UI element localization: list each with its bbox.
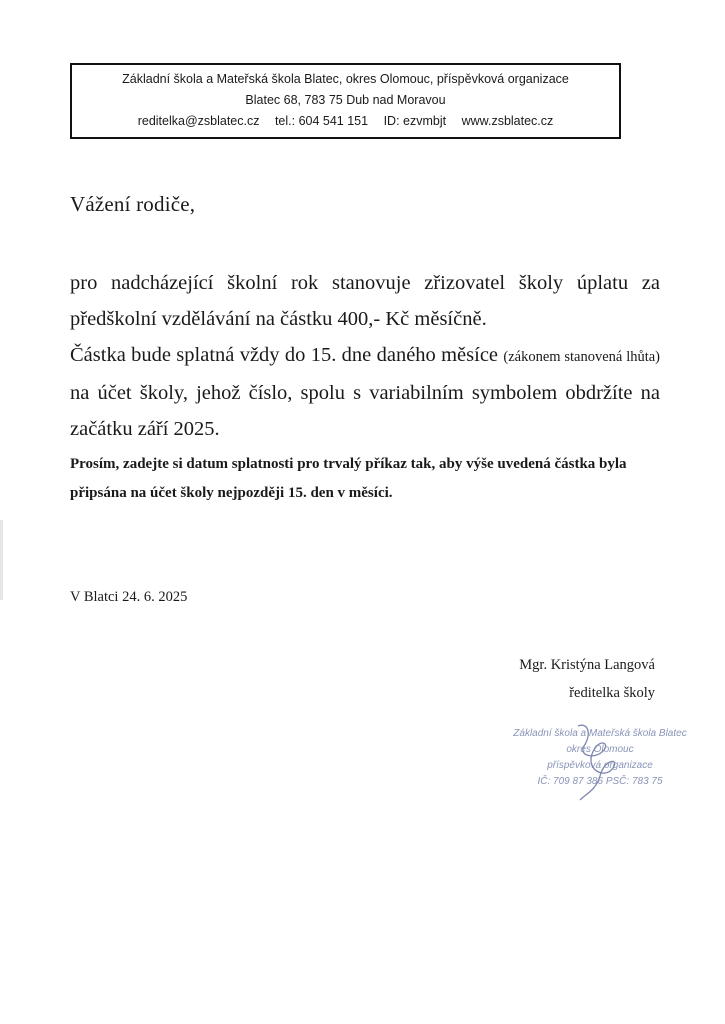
scan-edge-shadow [0, 520, 3, 600]
letter-greeting: Vážení rodiče, [70, 192, 196, 216]
school-address: Blatec 68, 783 75 Dub nad Moravou [245, 93, 446, 107]
stamp-line-3: příspěvková organizace [547, 760, 653, 771]
stamp-line-4: IČ: 709 87 386 PSČ: 783 75 [537, 776, 663, 787]
school-stamp [500, 720, 700, 810]
signatory-title: ředitelka školy [569, 685, 655, 701]
letter-date-place: V Blatci 24. 6. 2025 [70, 589, 188, 605]
due-text-start: Částka bude splatná vždy do 15. dne daného měsíce [70, 344, 499, 366]
school-data-box-id: ID: ezvmbjt [383, 114, 447, 128]
stamp-line-2: okres Olomouc [566, 744, 634, 755]
school-email: reditelka@zsblatec.cz [137, 114, 260, 128]
stamp-line-1: Základní škola a Mateřská škola Blatec [513, 728, 687, 739]
school-phone: tel.: 604 541 151 [274, 114, 369, 128]
school-header-box [70, 63, 621, 139]
due-text-end: na účet školy, jehož číslo, spolu s variabilním symbolem obdržíte na začátku září 2025. [70, 382, 660, 440]
signature-block [519, 651, 655, 707]
school-name: Základní škola a Mateřská škola Blatec, okres Olomouc, příspěvková organizace [122, 72, 569, 86]
fee-paragraph: pro nadcházející školní rok stanovuje zřizovatel školy úplatu za předškolní vzdělávání na částku 400,- Kč měsíčně. [70, 272, 660, 330]
due-paragraph [70, 337, 660, 447]
contact-line [72, 111, 619, 132]
school-website: www.zsblatec.cz [461, 114, 554, 128]
payment-notice: Prosím, zadejte si datum splatnosti pro trvalý příkaz tak, aby výše uvedená částka byla připsána na účet školy nejpozději 15. den v měsíci. [70, 456, 627, 501]
due-legal-note: (zákonem stanovená lhůta) [503, 349, 661, 365]
signatory-name: Mgr. Kristýna Langová [519, 657, 655, 673]
letter-body [70, 265, 660, 447]
